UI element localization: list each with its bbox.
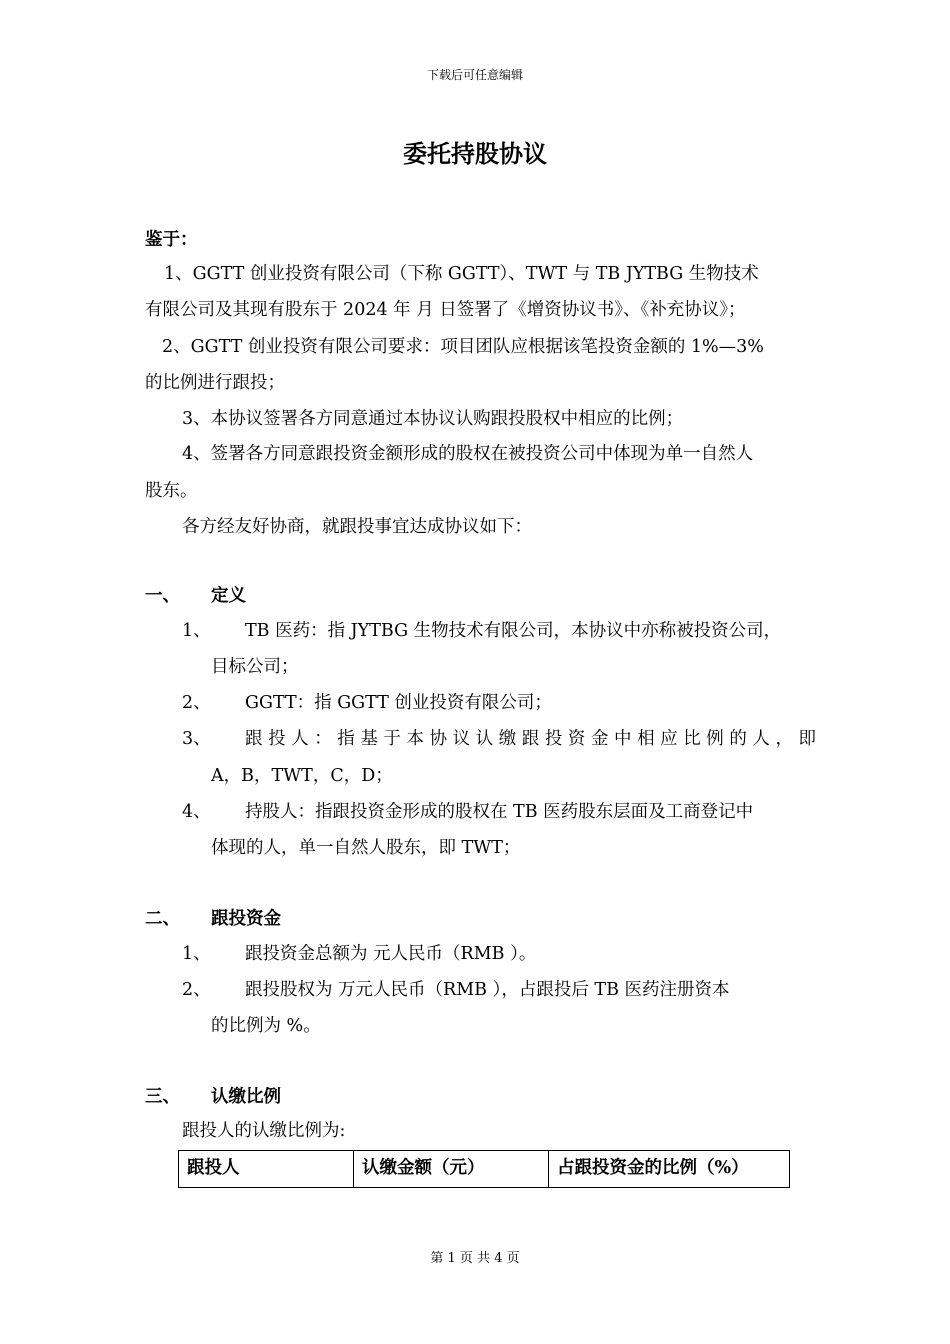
section-1-title: 定义 <box>211 586 246 606</box>
document-title: 委托持股协议 <box>403 139 547 168</box>
subscription-table <box>178 1150 790 1188</box>
section-2-item-2-line1: 跟投股权为 万元人民币（RMB ），占跟投后 TB 医药注册资本 <box>245 980 730 1000</box>
section-3-number: 三、 <box>145 1087 180 1107</box>
whereas-item-3: 3、本协议签署各方同意通过本协议认购跟投股权中相应的比例； <box>182 409 684 429</box>
table-header-row <box>179 1151 790 1188</box>
section-1-item-3-number: 3、 <box>182 729 211 749</box>
whereas-heading: 鉴于： <box>145 230 198 250</box>
whereas-closing: 各方经友好协商，就跟投事宜达成协议如下： <box>182 517 532 537</box>
whereas-item-2-line2: 的比例进行跟投； <box>145 373 285 393</box>
section-1-item-1-number: 1、 <box>182 621 211 641</box>
table-header-investor: 跟投人 <box>179 1151 354 1188</box>
table-header-amount: 认缴金额（元） <box>354 1151 549 1188</box>
section-1-item-3-line1: 跟 投 人 ： 指 基 于 本 协 议 认 缴 跟 投 资 金 中 相 应 比 例 的 人 ， 即 <box>245 729 817 749</box>
section-1-item-1-line2: 目标公司； <box>211 657 299 677</box>
section-1-item-4-line2: 体现的人，单一自然人股东，即 TWT； <box>211 838 521 858</box>
whereas-item-2-line1: 2、GGTT 创业投资有限公司要求：项目团队应根据该笔投资金额的 1%—3% <box>162 337 764 357</box>
section-1-item-2-line1: GGTT：指 GGTT 创业投资有限公司； <box>245 693 552 713</box>
section-2-item-1-number: 1、 <box>182 944 211 964</box>
section-1-item-4-line1: 持股人：指跟投资金形成的股权在 TB 医药股东层面及工商登记中 <box>245 802 754 822</box>
page-header: 下载后可任意编辑 <box>426 68 523 82</box>
section-2-item-2-line2: 的比例为 %。 <box>211 1016 321 1036</box>
section-1-item-4-number: 4、 <box>182 802 211 822</box>
page-footer: 第 1 页 共 4 页 <box>430 1251 520 1266</box>
section-2-item-1-line1: 跟投资金总额为 元人民币（RMB ）。 <box>245 944 537 964</box>
section-3-intro: 跟投人的认缴比例为: <box>182 1121 346 1141</box>
section-1-number: 一、 <box>145 586 180 606</box>
section-2-title: 跟投资金 <box>211 909 281 929</box>
whereas-item-4-line1: 4、签署各方同意跟投资金额形成的股权在被投资公司中体现为单一自然人 <box>182 444 754 464</box>
section-2-number: 二、 <box>145 909 180 929</box>
whereas-item-4-line2: 股东。 <box>145 481 198 501</box>
section-3-title: 认缴比例 <box>211 1087 281 1107</box>
section-2-item-2-number: 2、 <box>182 980 211 1000</box>
section-1-item-1-line1: TB 医药：指 JYTBG 生物技术有限公司，本协议中亦称被投资公司， <box>245 621 782 641</box>
table-header-ratio: 占跟投资金的比例（%） <box>549 1151 790 1188</box>
section-1-item-2-number: 2、 <box>182 693 211 713</box>
whereas-item-1-line2: 有限公司及其现有股东于 2024 年 月 日签署了《增资协议书》、《补充协议》； <box>145 300 746 320</box>
section-1-item-3-line2: A，B，TWT，C，D； <box>211 766 393 786</box>
whereas-item-1-line1: 1、GGTT 创业投资有限公司（下称 GGTT）、TWT 与 TB JYTBG 生物技术 <box>164 264 759 284</box>
